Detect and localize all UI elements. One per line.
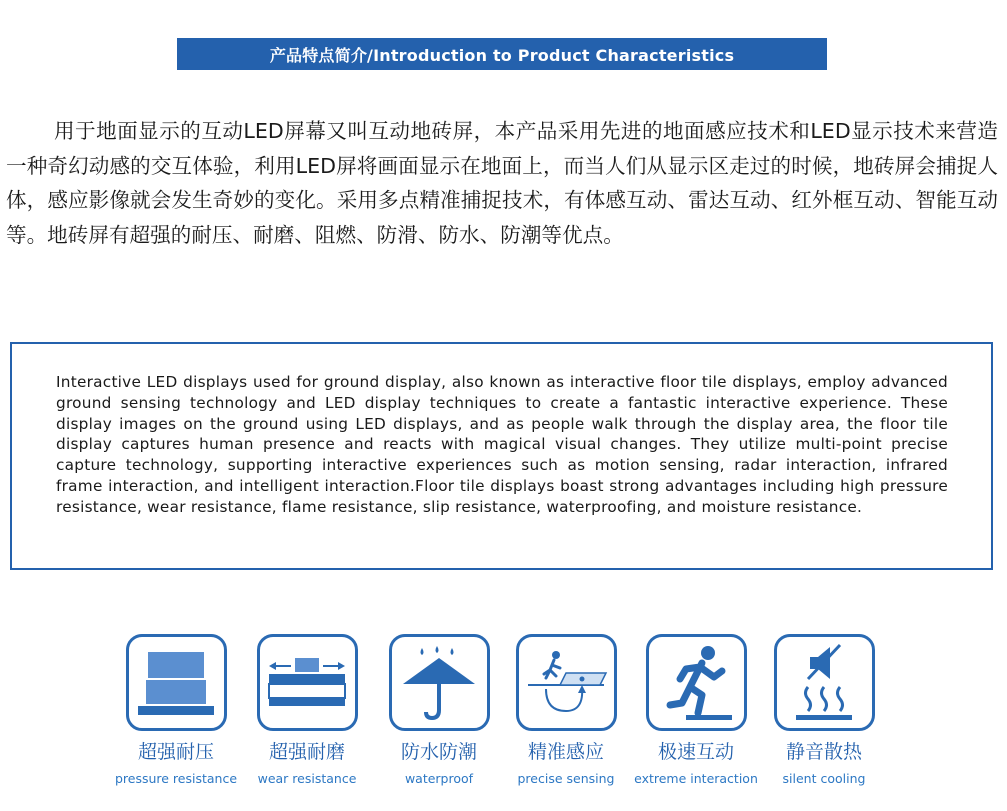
feature-silent-cooling — [759, 634, 889, 787]
feature-waterproof — [374, 634, 504, 787]
feature-label-en: waterproof — [404, 771, 474, 786]
pressure-icon — [126, 634, 227, 731]
intro-english-box — [10, 342, 993, 570]
section-title-bar — [177, 38, 827, 70]
feature-label-en: extreme interaction — [634, 771, 758, 786]
section-title: 产品特点简介/Introduction to Product Characteristics — [269, 45, 735, 65]
feature-label-cn: 极速互动 — [657, 741, 734, 763]
running-man-icon — [646, 634, 747, 731]
feature-label-cn: 精准感应 — [527, 741, 604, 763]
feature-label-en: pressure resistance — [114, 771, 238, 786]
feature-precise-sensing — [501, 634, 631, 787]
feature-label-en: wear resistance — [257, 771, 357, 786]
intro-paragraph-english: Interactive LED displays used for ground display, also known as interactive floor tile displays, employ advanced ground sensing technology and LED display techniques to create a fantastic interactive experience. These display images on the ground using LED displays, and as people walk through the display area, the floor tile display captures human presence and reacts with magical visual changes. They utilize multi-point precise capture technology, supporting interactive experiences such as motion sensing, radar interaction, infrared frame interaction, and intelligent interaction.Floor tile displays boast strong advantages including high pressure resistance, wear resistance, flame resistance, slip resistance, waterproofing, and moisture resistance. — [56, 373, 948, 516]
intro-paragraph-chinese: 用于地面显示的互动LED屏幕又叫互动地砖屏，本产品采用先进的地面感应技术和LED显示技术来营造一种奇幻动感的交互体验，利用LED屏将画面显示在地面上，而当人们从显示区走过的时候，地砖屏会捕捉人体，感应影像就会发生奇妙的变化。采用多点精准捕捉技术，有体感互动、雷达互动、红外框互动、智能互动等。地砖屏有超强的耐压、耐磨、阻燃、防滑、防水、防潮等优点。 — [6, 119, 998, 247]
feature-label-cn: 静音散热 — [785, 741, 862, 763]
feature-extreme-interaction — [631, 634, 761, 787]
feature-label-cn: 超强耐磨 — [268, 741, 345, 763]
muted-heat-icon — [774, 634, 875, 731]
umbrella-icon — [389, 634, 490, 731]
feature-label-cn: 防水防潮 — [400, 741, 477, 763]
feature-label-en: silent cooling — [782, 771, 866, 786]
feature-pressure-resistance — [111, 634, 241, 787]
feature-label-cn: 超强耐压 — [137, 741, 214, 763]
feature-wear-resistance — [242, 634, 372, 787]
wear-icon — [257, 634, 358, 731]
feature-label-en: precise sensing — [517, 771, 615, 786]
sensing-icon — [516, 634, 617, 731]
